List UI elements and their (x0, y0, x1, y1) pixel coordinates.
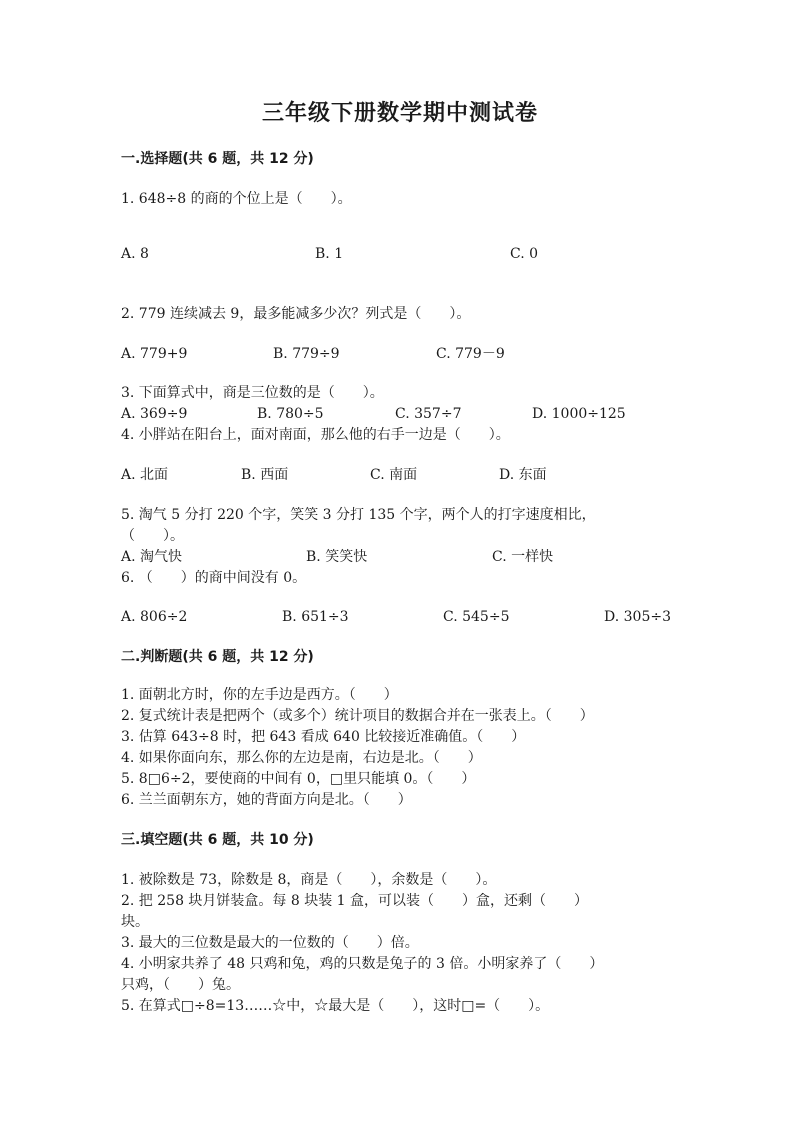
page-title: 三年级下册数学期中测试卷 (261, 100, 538, 126)
choice-2-option-b: B. 779÷9 (273, 346, 340, 362)
choice-question-2: 2. 779 连续减去 9，最多能减多少次？列式是（ ）。 (121, 306, 471, 322)
choice-1-option-c: C. 0 (510, 246, 539, 262)
choice-3-option-c: C. 357÷7 (395, 406, 462, 422)
choice-5-option-b: B. 笑笑快 (306, 549, 368, 565)
choice-question-5: 5. 淘气 5 分打 220 个字，笑笑 3 分打 135 个字，两个人的打字速度相比， (121, 507, 596, 523)
choice-6-option-a: A. 806÷2 (121, 609, 188, 625)
choice-4-option-d: D. 东面 (499, 467, 547, 483)
judge-item-6: 6. 兰兰面朝东方，她的背面方向是北。（ ） (121, 792, 412, 808)
choice-3-option-a: A. 369÷9 (121, 406, 188, 422)
choice-2-option-a: A. 779+9 (121, 346, 188, 362)
choice-1-option-a: A. 8 (121, 246, 149, 262)
judge-item-4: 4. 如果你面向东，那么你的左边是南，右边是北。（ ） (121, 750, 482, 766)
section-heading-fill: 三.填空题(共 6 题，共 10 分) (121, 832, 314, 848)
judge-item-1: 1. 面朝北方时，你的左手边是西方。（ ） (121, 687, 398, 703)
choice-question-1: 1. 648÷8 的商的个位上是（ ）。 (121, 191, 352, 207)
choice-6-option-b: B. 651÷3 (282, 609, 349, 625)
judge-item-5: 5. 8□6÷2，要使商的中间有 0，□里只能填 0。（ ） (121, 771, 476, 787)
choice-4-option-b: B. 西面 (241, 467, 289, 483)
choice-3-option-d: D. 1000÷125 (532, 406, 626, 422)
choice-1-option-b: B. 1 (315, 246, 344, 262)
fill-item-2: 2. 把 258 块月饼装盒。每 8 块装 1 盒，可以装（ ）盒，还剩（ ） (121, 893, 589, 909)
choice-2-option-c: C. 779－9 (436, 346, 505, 362)
choice-question-3: 3. 下面算式中，商是三位数的是（ ）。 (121, 385, 384, 401)
section-heading-choice: 一.选择题(共 6 题，共 12 分) (121, 151, 314, 167)
choice-question-5-cont: （ ）。 (121, 528, 184, 544)
fill-item-4: 4. 小明家共养了 48 只鸡和兔，鸡的只数是兔子的 3 倍。小明家养了（ ） (121, 956, 604, 972)
choice-4-option-c: C. 南面 (370, 467, 418, 483)
fill-item-4-cont: 只鸡，（ ）兔。 (121, 977, 240, 993)
judge-item-3: 3. 估算 643÷8 时，把 643 看成 640 比较接近准确值。（ ） (121, 729, 526, 745)
fill-item-1: 1. 被除数是 73，除数是 8，商是（ ），余数是（ ）。 (121, 872, 497, 888)
choice-question-6: 6. （ ）的商中间没有 0。 (121, 570, 307, 586)
section-heading-judge: 二.判断题(共 6 题，共 12 分) (121, 649, 314, 665)
fill-item-2-cont: 块。 (121, 914, 149, 930)
choice-6-option-d: D. 305÷3 (604, 609, 671, 625)
judge-item-2: 2. 复式统计表是把两个（或多个）统计项目的数据合并在一张表上。（ ） (121, 708, 594, 724)
fill-item-5: 5. 在算式□÷8=13……☆中，☆最大是（ ），这时□=（ ）。 (121, 998, 550, 1014)
choice-5-option-c: C. 一样快 (492, 549, 554, 565)
choice-5-option-a: A. 淘气快 (121, 549, 183, 565)
choice-6-option-c: C. 545÷5 (443, 609, 510, 625)
choice-3-option-b: B. 780÷5 (257, 406, 324, 422)
fill-item-3: 3. 最大的三位数是最大的一位数的（ ）倍。 (121, 935, 419, 951)
choice-question-4: 4. 小胖站在阳台上，面对南面，那么他的右手一边是（ ）。 (121, 427, 510, 443)
choice-4-option-a: A. 北面 (121, 467, 169, 483)
